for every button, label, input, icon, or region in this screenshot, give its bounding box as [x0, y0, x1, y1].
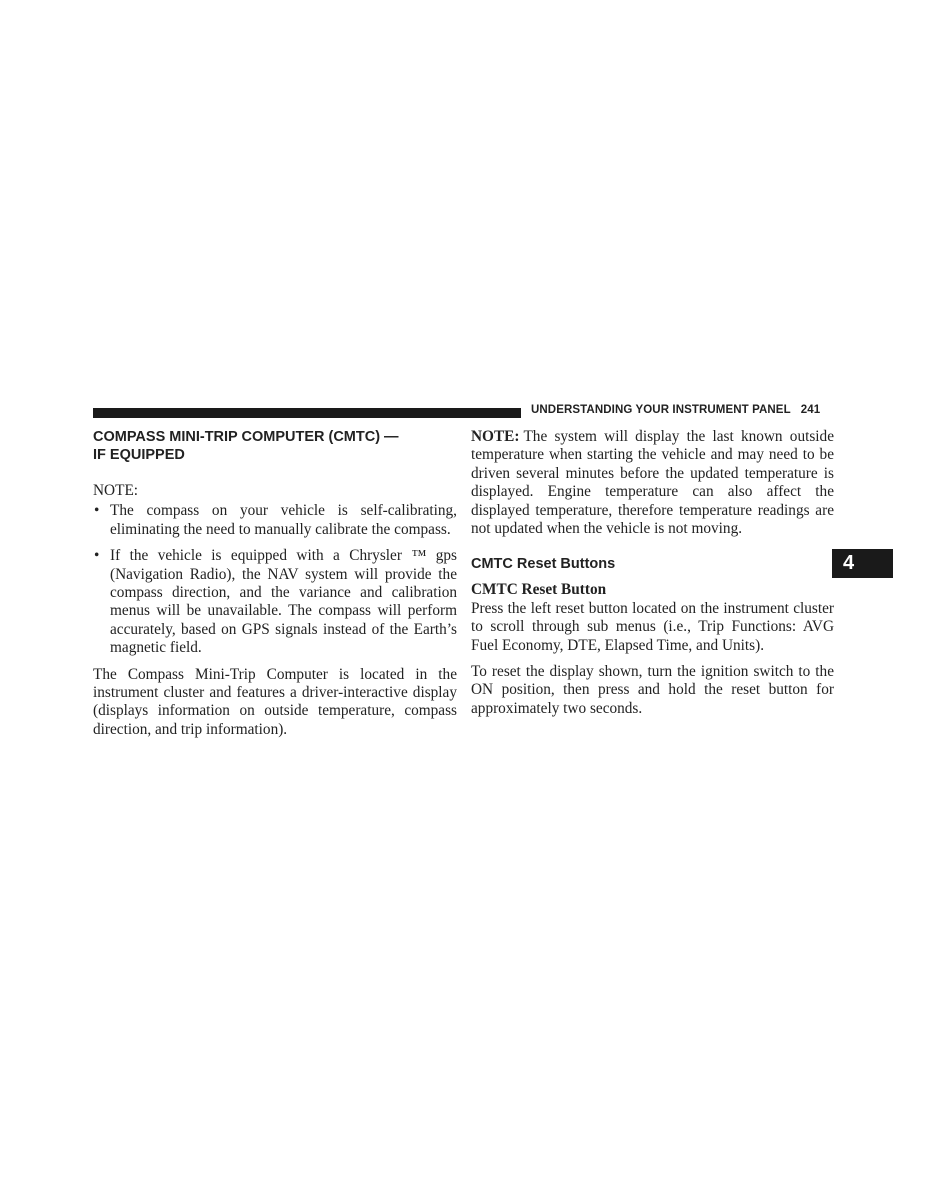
- temperature-note-text: The system will display the last known outside temperature when starting the vehicle and may need to be driven several minutes before the updated temperature is displayed. Engine temperature can also affect the displayed temperature, therefore temperature readings are not updated when the vehicle is not moving.: [471, 428, 834, 538]
- note-label-right: NOTE:: [471, 428, 520, 445]
- section-title-cmtc: [93, 428, 457, 464]
- cmtc-description-paragraph: The Compass Mini-Trip Computer is located in the instrument cluster and features a driver-interactive display (displays information on outside temperature, compass direction, and trip information).: [93, 665, 457, 738]
- section-title-line1: COMPASS MINI-TRIP COMPUTER (CMTC) —: [93, 429, 399, 445]
- header-rule: [93, 408, 521, 418]
- reset-button-paragraph: Press the left reset button located on the instrument cluster to scroll through sub menus (i.e., Trip Functions: AVG Fuel Economy, DTE, Elapsed Time, and Units).: [471, 599, 834, 654]
- page-number: 241: [800, 404, 821, 416]
- note-label: NOTE:: [93, 482, 139, 499]
- bullet-item-self-calibrating: • The compass on your vehicle is self-calibrating, eliminating the need to manually calibrate the compass.: [93, 502, 457, 539]
- bullet-item-navigation-radio: • If the vehicle is equipped with a Chrysler ™ gps (Navigation Radio), the NAV system will provide the compass direction, and the variance and calibration menus will be unavailable. The compass will perform accurately, based on GPS signals instead of the Earth’s magnetic field.: [93, 547, 457, 657]
- running-header: [531, 404, 836, 416]
- reset-display-paragraph: To reset the display shown, turn the ignition switch to the ON position, then press and hold the reset button for approximately two seconds.: [471, 663, 834, 717]
- header-section-title: UNDERSTANDING YOUR INSTRUMENT PANEL: [531, 404, 791, 416]
- right-column: [471, 428, 834, 726]
- reset-button-subtitle: CMTC Reset Button: [471, 581, 607, 599]
- temperature-note: [471, 428, 834, 538]
- left-column: [93, 428, 457, 747]
- chapter-tab: 4: [832, 549, 893, 578]
- section-title-line2: IF EQUIPPED: [93, 447, 185, 463]
- note-bullet-list: [93, 502, 457, 657]
- reset-buttons-title: CMTC Reset Buttons: [471, 556, 616, 573]
